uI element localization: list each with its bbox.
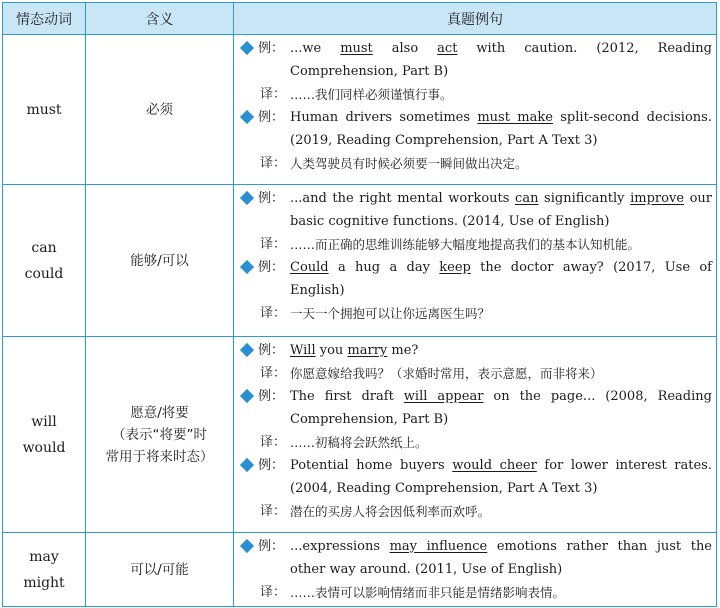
example-label: 例： bbox=[258, 41, 285, 56]
examples-cell bbox=[234, 337, 717, 533]
example-marker bbox=[238, 535, 290, 558]
modal-verbs-table bbox=[2, 2, 717, 607]
underlined-modal-phrase: can bbox=[515, 191, 539, 206]
underlined-modal-phrase: keep bbox=[439, 260, 471, 275]
chinese-translation: 你愿意嫁给我吗？（求婚时常用，表示意愿，而非将来） bbox=[290, 366, 603, 381]
sentence-text: with caution. (2012, Reading Comprehension, Part B) bbox=[290, 41, 712, 79]
modal-verb: might bbox=[23, 574, 65, 591]
sentence-text: also bbox=[372, 41, 438, 56]
translation-line bbox=[238, 233, 712, 256]
header-examples: 真题例句 bbox=[234, 3, 717, 35]
table-row bbox=[3, 185, 717, 337]
meaning-text: 常用于将来时态） bbox=[105, 448, 214, 465]
modal-verb-cell bbox=[3, 35, 86, 185]
english-sentence bbox=[290, 339, 712, 362]
underlined-modal-phrase: will appear bbox=[403, 389, 484, 404]
translation-label: 译： bbox=[260, 504, 287, 519]
translation-line bbox=[238, 302, 712, 325]
translation-line bbox=[238, 500, 712, 523]
modal-verb: would bbox=[22, 439, 66, 456]
meaning-cell bbox=[86, 337, 234, 533]
sentence-text: split-second decisions. (2019, Reading Comprehension, Part A Text 3) bbox=[290, 110, 712, 148]
sentence-text: The first draft bbox=[290, 389, 404, 404]
meaning-text: 能够/可以 bbox=[130, 252, 189, 269]
modal-verb: can bbox=[31, 239, 57, 256]
translation-label: 译： bbox=[260, 156, 287, 171]
sentence-text: our basic cognitive functions. (2014, Use of English) bbox=[290, 191, 713, 229]
meaning-text: （表示“将要”时 bbox=[112, 426, 207, 443]
diamond-icon bbox=[240, 191, 254, 205]
modal-verb-cell bbox=[3, 185, 86, 337]
example-marker bbox=[238, 256, 290, 279]
english-sentence bbox=[290, 454, 712, 500]
example-sentence bbox=[238, 106, 712, 152]
modal-verb: could bbox=[24, 265, 64, 282]
header-meaning: 含义 bbox=[86, 3, 234, 35]
english-sentence bbox=[290, 535, 712, 581]
diamond-icon bbox=[240, 389, 254, 403]
underlined-modal-phrase: act bbox=[437, 41, 458, 56]
translation-marker bbox=[238, 302, 290, 325]
sentence-text: emotions rather than just the other way around. (2011, Use of English) bbox=[290, 539, 713, 577]
diamond-icon bbox=[240, 539, 254, 553]
sentence-text: for lower interest rates. (2004, Reading Comprehension, Part A Text 3) bbox=[290, 458, 712, 496]
chinese-translation: 一天一个拥抱可以让你远离医生吗？ bbox=[290, 306, 491, 321]
translation-marker bbox=[238, 152, 290, 175]
translation-marker bbox=[238, 431, 290, 454]
example-marker bbox=[238, 339, 290, 362]
translation-marker bbox=[238, 362, 290, 385]
example-sentence bbox=[238, 535, 712, 581]
meaning-cell bbox=[86, 185, 234, 337]
underlined-modal-phrase: may influence bbox=[389, 539, 488, 554]
example-label: 例： bbox=[258, 260, 285, 275]
sentence-text: ...and the right mental workouts bbox=[290, 191, 516, 206]
translation-marker bbox=[238, 500, 290, 523]
chinese-translation: ……我们同样必须谨慎行事。 bbox=[290, 87, 453, 102]
meaning-cell bbox=[86, 35, 234, 185]
meaning-cell bbox=[86, 533, 234, 607]
modal-verb: will bbox=[31, 413, 57, 430]
diamond-icon bbox=[240, 343, 254, 357]
example-sentence bbox=[238, 385, 712, 431]
underlined-modal-phrase: improve bbox=[630, 191, 685, 206]
examples-cell bbox=[234, 533, 717, 607]
example-sentence bbox=[238, 454, 712, 500]
sentence-text: the doctor away? (2017, Use of English) bbox=[290, 260, 712, 298]
example-marker bbox=[238, 106, 290, 129]
english-sentence bbox=[290, 37, 712, 83]
translation-line bbox=[238, 83, 712, 106]
diamond-icon bbox=[240, 458, 254, 472]
table-row bbox=[3, 337, 717, 533]
underlined-modal-phrase: must make bbox=[477, 110, 553, 125]
modal-verb: may bbox=[29, 548, 59, 565]
translation-line bbox=[238, 431, 712, 454]
example-marker bbox=[238, 37, 290, 60]
modal-verb-cell bbox=[3, 337, 86, 533]
chinese-translation: 潜在的买房人将会因低利率而欢呼。 bbox=[290, 504, 491, 519]
translation-label: 译： bbox=[260, 87, 287, 102]
examples-cell bbox=[234, 35, 717, 185]
underlined-modal-phrase: Will bbox=[290, 343, 316, 358]
examples-cell bbox=[234, 185, 717, 337]
example-sentence bbox=[238, 256, 712, 302]
underlined-modal-phrase: must bbox=[340, 41, 373, 56]
example-marker bbox=[238, 454, 290, 477]
sentence-text: you bbox=[315, 343, 348, 358]
sentence-text: Human drivers sometimes bbox=[290, 110, 478, 125]
translation-label: 译： bbox=[260, 366, 287, 381]
chinese-translation: ……而正确的思维训练能够大幅度地提高我们的基本认知机能。 bbox=[290, 237, 641, 252]
english-sentence bbox=[290, 187, 712, 233]
underlined-modal-phrase: would cheer bbox=[452, 458, 537, 473]
modal-verb-cell bbox=[3, 533, 86, 607]
sentence-text: ...we bbox=[290, 41, 341, 56]
translation-line bbox=[238, 362, 712, 385]
example-label: 例： bbox=[258, 343, 285, 358]
chinese-translation: ……初稿将会跃然纸上。 bbox=[290, 435, 428, 450]
header-verb: 情态动词 bbox=[3, 3, 86, 35]
sentence-text: a hug a day bbox=[328, 260, 440, 275]
chinese-translation: 人类驾驶员有时候必须要一瞬间做出决定。 bbox=[290, 156, 528, 171]
meaning-text: 必须 bbox=[146, 101, 173, 118]
sentence-text: significantly bbox=[538, 191, 631, 206]
translation-label: 译： bbox=[260, 237, 287, 252]
table-row bbox=[3, 35, 717, 185]
underlined-modal-phrase: Could bbox=[290, 260, 329, 275]
sentence-text: Potential home buyers bbox=[290, 458, 453, 473]
english-sentence bbox=[290, 106, 712, 152]
example-sentence bbox=[238, 37, 712, 83]
example-label: 例： bbox=[258, 110, 285, 125]
sentence-text: ...expressions bbox=[290, 539, 390, 554]
underlined-modal-phrase: marry bbox=[347, 343, 388, 358]
meaning-text: 愿意/将要 bbox=[130, 404, 189, 421]
diamond-icon bbox=[240, 41, 254, 55]
example-marker bbox=[238, 385, 290, 408]
translation-label: 译： bbox=[260, 585, 287, 600]
chinese-translation: ……表情可以影响情绪而非只能是情绪影响表情。 bbox=[290, 585, 566, 600]
example-sentence bbox=[238, 339, 712, 362]
table-row bbox=[3, 533, 717, 607]
translation-label: 译： bbox=[260, 306, 287, 321]
example-label: 例： bbox=[258, 539, 285, 554]
translation-label: 译： bbox=[260, 435, 287, 450]
example-sentence bbox=[238, 187, 712, 233]
english-sentence bbox=[290, 385, 712, 431]
example-label: 例： bbox=[258, 191, 285, 206]
meaning-text: 可以/可能 bbox=[130, 561, 189, 578]
example-marker bbox=[238, 187, 290, 210]
sentence-text: on the page... (2008, Reading Comprehension, Part B) bbox=[290, 389, 712, 427]
translation-line bbox=[238, 152, 712, 175]
translation-marker bbox=[238, 233, 290, 256]
table-header-row bbox=[3, 3, 717, 35]
diamond-icon bbox=[240, 110, 254, 124]
example-label: 例： bbox=[258, 389, 285, 404]
translation-line bbox=[238, 581, 712, 604]
modal-verb: must bbox=[26, 101, 62, 118]
english-sentence bbox=[290, 256, 712, 302]
example-label: 例： bbox=[258, 458, 285, 473]
translation-marker bbox=[238, 581, 290, 604]
sentence-text: me? bbox=[387, 343, 419, 358]
diamond-icon bbox=[240, 260, 254, 274]
translation-marker bbox=[238, 83, 290, 106]
